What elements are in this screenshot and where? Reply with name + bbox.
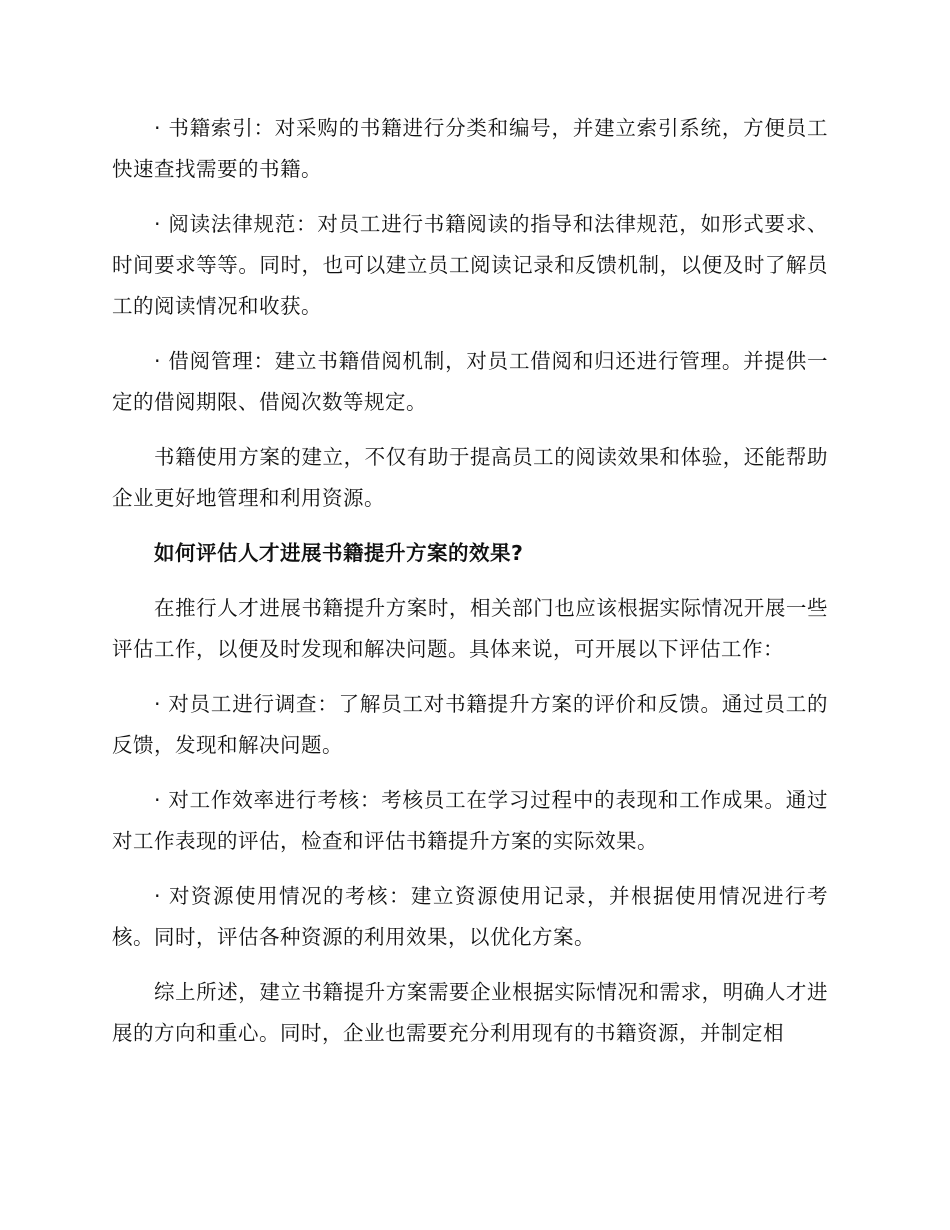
section-heading-evaluation: 如何评估人才进展书籍提升方案的效果? — [154, 541, 524, 565]
paragraph-plan-benefits: 书籍使用方案的建立，不仅有助于提高员工的阅读效果和体验，还能帮助企业更好地管理和利用资源。 — [112, 445, 828, 510]
bullet-resource-assessment: · 对资源使用情况的考核：建立资源使用记录，并根据使用情况进行考核。同时，评估各种资源的利用效果，以优化方案。 — [112, 884, 828, 949]
bullet-employee-survey: · 对员工进行调查：了解员工对书籍提升方案的评价和反馈。通过员工的反馈，发现和解决问题。 — [112, 692, 828, 757]
paragraph-conclusion: 综上所述，建立书籍提升方案需要企业根据实际情况和需求，明确人才进展的方向和重心。同时，企业也需要充分利用现有的书籍资源，并制定相 — [112, 980, 828, 1045]
bullet-book-index: · 书籍索引：对采购的书籍进行分类和编号，并建立索引系统，方便员工快速查找需要的书籍。 — [112, 116, 828, 181]
paragraph-evaluation-intro: 在推行人才进展书籍提升方案时，相关部门也应该根据实际情况开展一些评估工作，以便及时发现和解决问题。具体来说，可开展以下评估工作： — [112, 596, 828, 661]
bullet-efficiency-assessment: · 对工作效率进行考核：考核员工在学习过程中的表现和工作成果。通过对工作表现的评估，检查和评估书籍提升方案的实际效果。 — [112, 788, 828, 853]
document-body — [112, 108, 828, 1068]
bullet-borrowing-management: · 借阅管理：建立书籍借阅机制，对员工借阅和归还进行管理。并提供一定的借阅期限、借阅次数等规定。 — [112, 349, 828, 414]
bullet-reading-rules: · 阅读法律规范：对员工进行书籍阅读的指导和法律规范，如形式要求、时间要求等等。同时，也可以建立员工阅读记录和反馈机制，以便及时了解员工的阅读情况和收获。 — [112, 212, 828, 318]
